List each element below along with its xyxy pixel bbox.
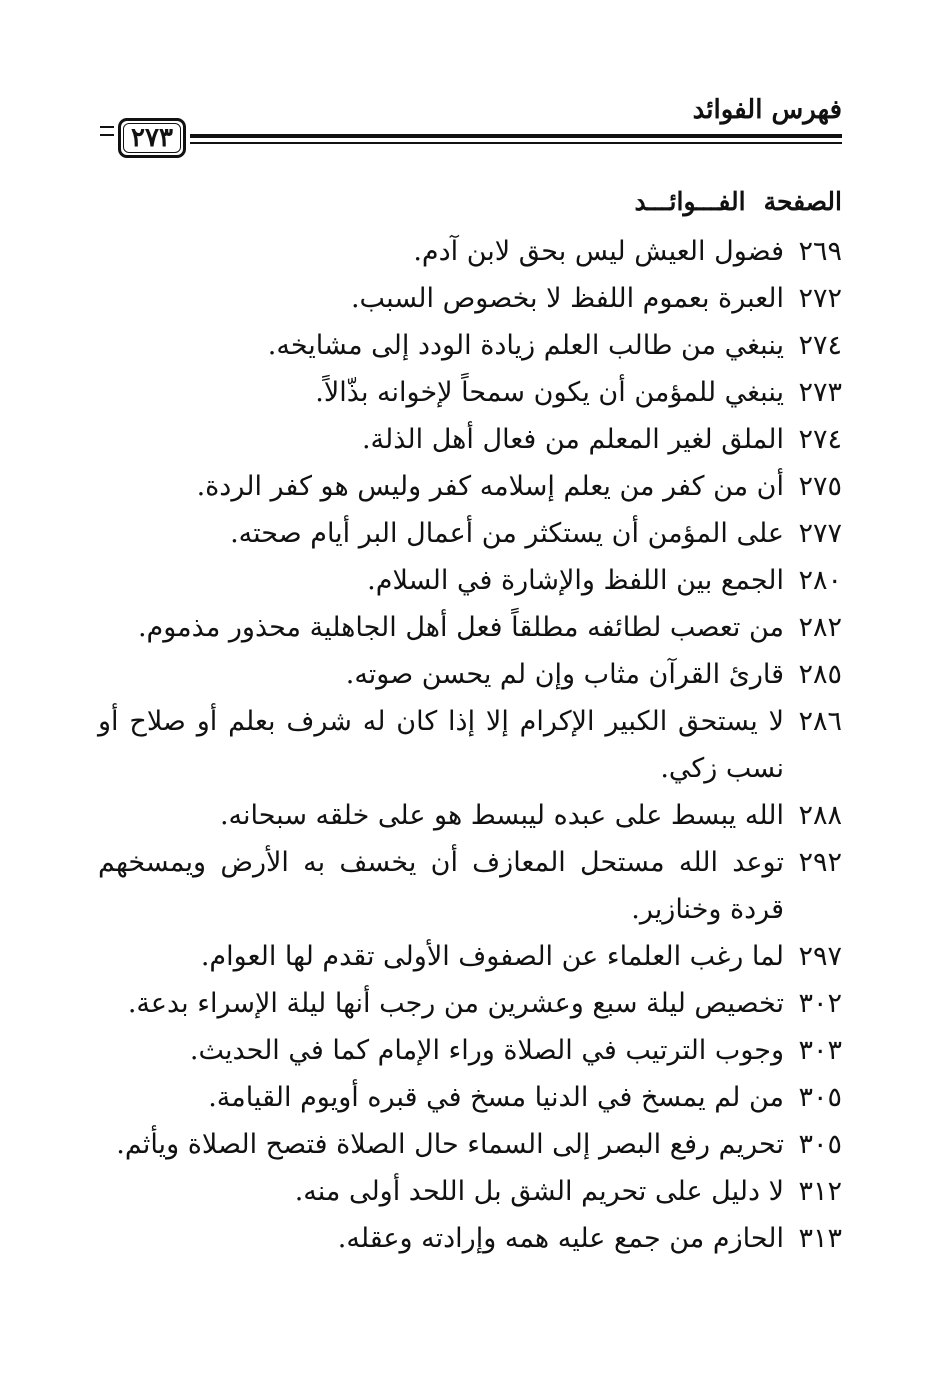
entry-page-number: ٢٨٨ xyxy=(798,800,842,831)
list-item xyxy=(98,651,842,698)
running-title: فهرس الفوائد xyxy=(692,95,842,125)
entry-page-number: ٣١٢ xyxy=(798,1176,842,1207)
entry-page-number: ٢٩٢ xyxy=(798,847,842,878)
entry-text: توعد الله مستحل المعازف أن يخسف به الأرض ويمسخهم قردة وخنازير. xyxy=(98,847,784,925)
entry-text: لا دليل على تحريم الشق بل اللحد أولى منه. xyxy=(294,1176,784,1207)
header-rule xyxy=(190,134,842,144)
header-rule-end-mark xyxy=(100,126,114,136)
entry-page-number: ٢٧٢ xyxy=(798,283,842,314)
entry-text: لا يستحق الكبير الإكرام إلا إذا كان له شرف بعلم أو صلاح أو نسب زكي. xyxy=(98,706,784,784)
entry-page-number: ٢٨٥ xyxy=(798,659,842,690)
entry-text: ينبغي من طالب العلم زيادة الودد إلى مشايخه. xyxy=(267,330,784,361)
entry-text: فضول العيش ليس بحق لابن آدم. xyxy=(413,236,784,267)
list-item xyxy=(98,463,842,510)
list-item xyxy=(98,1027,842,1074)
list-item xyxy=(98,1168,842,1215)
entry-page-number: ٢٨٦ xyxy=(798,706,842,737)
list-item xyxy=(98,839,842,933)
entry-text: لما رغب العلماء عن الصفوف الأولى تقدم لها العوام. xyxy=(200,941,784,972)
list-item xyxy=(98,1121,842,1168)
entry-page-number: ٢٧٤ xyxy=(798,424,842,455)
list-item xyxy=(98,369,842,416)
entry-page-number: ٣١٣ xyxy=(798,1223,842,1254)
entry-page-number: ٢٧٤ xyxy=(798,330,842,361)
entry-page-number: ٣٠٣ xyxy=(798,1035,842,1066)
page-column-header: الصفحة xyxy=(763,187,842,216)
entry-text: أن من كفر من يعلم إسلامه كفر وليس هو كفر الردة. xyxy=(196,471,784,502)
list-item xyxy=(98,1074,842,1121)
entry-text: الجمع بين اللفظ والإشارة في السلام. xyxy=(367,565,784,596)
entry-text: من تعصب لطائفه مطلقاً فعل أهل الجاهلية محذور مذموم. xyxy=(137,612,784,643)
list-item xyxy=(98,604,842,651)
list-item xyxy=(98,322,842,369)
list-item xyxy=(98,228,842,275)
entry-text: تحريم رفع البصر إلى السماء حال الصلاة فتصح الصلاة ويأثم. xyxy=(116,1129,784,1160)
entry-text: على المؤمن أن يستكثر من أعمال البر أيام صحته. xyxy=(230,518,784,549)
list-item xyxy=(98,792,842,839)
entry-text: من لم يمسخ في الدنيا مسخ في قبره أويوم القيامة. xyxy=(208,1082,784,1113)
entry-page-number: ٢٦٩ xyxy=(798,236,842,267)
entry-page-number: ٢٧٧ xyxy=(798,518,842,549)
entry-page-number: ٣٠٥ xyxy=(798,1082,842,1113)
entry-page-number: ٢٧٣ xyxy=(798,377,842,408)
benefits-column-header: الفـــوائـــد xyxy=(634,187,746,216)
list-item xyxy=(98,698,842,792)
list-item xyxy=(98,275,842,322)
entry-text: الحازم من جمع عليه همه وإرادته وعقله. xyxy=(337,1223,784,1254)
entry-page-number: ٣٠٥ xyxy=(798,1129,842,1160)
entry-text: قارئ القرآن مثاب وإن لم يحسن صوته. xyxy=(345,659,784,690)
entry-page-number: ٢٨٢ xyxy=(798,612,842,643)
entry-page-number: ٢٩٧ xyxy=(798,941,842,972)
benefits-list xyxy=(98,228,842,1262)
list-item xyxy=(98,416,842,463)
entry-text: وجوب الترتيب في الصلاة وراء الإمام كما في الحديث. xyxy=(189,1035,784,1066)
list-item xyxy=(98,1215,842,1262)
header-rule-thin xyxy=(190,142,842,144)
entry-page-number: ٢٨٠ xyxy=(798,565,842,596)
list-item xyxy=(98,510,842,557)
table-header xyxy=(634,183,842,221)
entry-page-number: ٣٠٢ xyxy=(798,988,842,1019)
page-number: ٢٧٣ xyxy=(118,118,186,158)
entry-text: العبرة بعموم اللفظ لا بخصوص السبب. xyxy=(350,283,784,314)
list-item xyxy=(98,557,842,604)
header-rule-thick xyxy=(190,134,842,138)
entry-text: الله يبسط على عبده ليبسط هو على خلقه سبحانه. xyxy=(219,800,784,831)
entry-text: ينبغي للمؤمن أن يكون سمحاً لإخوانه بذّالاً. xyxy=(315,377,784,408)
entry-page-number: ٢٧٥ xyxy=(798,471,842,502)
list-item xyxy=(98,933,842,980)
list-item xyxy=(98,980,842,1027)
entry-text: الملق لغير المعلم من فعال أهل الذلة. xyxy=(361,424,784,455)
entry-text: تخصيص ليلة سبع وعشرين من رجب أنها ليلة الإسراء بدعة. xyxy=(127,988,784,1019)
